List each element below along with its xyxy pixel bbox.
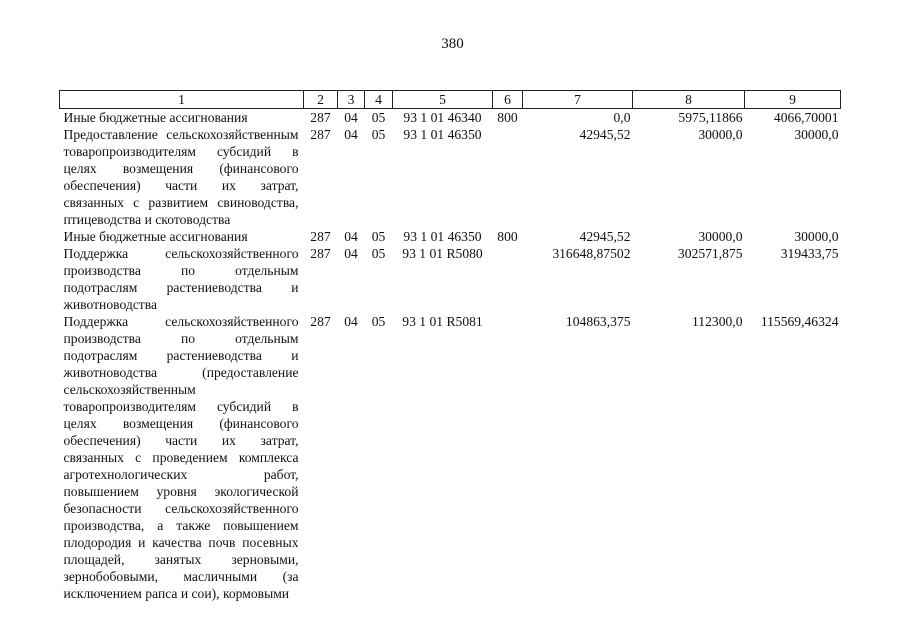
column-header-2: 2 (304, 91, 338, 109)
row-col4: 05 (371, 314, 386, 329)
column-header-1: 1 (60, 91, 304, 109)
table-row (60, 228, 841, 245)
row-col9: 30000,0 (794, 229, 839, 244)
row-col2: 287 (310, 246, 331, 261)
row-name: Иные бюджетные ассигнования (63, 229, 248, 244)
row-col4: 05 (371, 110, 386, 125)
row-col5: 93 1 01 R5081 (402, 314, 483, 329)
table-row (60, 245, 841, 313)
row-col3: 04 (344, 127, 358, 142)
row-col8: 302571,875 (677, 246, 743, 261)
row-col8: 30000,0 (698, 127, 743, 142)
budget-table (59, 90, 841, 602)
row-name: Поддержка сельскохозяйственного производства по отдельным подотраслям растениеводства и животноводства (63, 246, 299, 312)
row-col7: 316648,87502 (552, 246, 631, 261)
column-header-6: 6 (493, 91, 523, 109)
row-col3: 04 (344, 229, 358, 244)
row-name: Поддержка сельскохозяйственного производства по отдельным подотраслям растениеводства и животноводства (предоставление сельскохозяйственным товаропроизводителям субсидий в целях возмещения (финансового обеспечения) части их затрат, связанных с проведением комплекса агротехнологических работ, повышением уровня экологической безопасности сельскохозяйственного производства, а также повышением плодородия и качества почв посевных площадей, занятых зерновыми, зернобобовыми, масличными (за исключением рапса и сои), кормовыми (63, 314, 299, 601)
column-header-5: 5 (393, 91, 493, 109)
table-row (60, 126, 841, 228)
row-col3: 04 (344, 314, 358, 329)
page-number: 380 (441, 36, 464, 52)
row-col3: 04 (344, 110, 358, 125)
row-col4: 05 (371, 229, 386, 244)
row-col2: 287 (310, 110, 331, 125)
column-header-3: 3 (338, 91, 365, 109)
row-col2: 287 (310, 229, 331, 244)
row-col7: 0,0 (613, 110, 631, 125)
row-col6: 800 (497, 110, 518, 125)
row-col5: 93 1 01 R5080 (402, 246, 483, 261)
column-header-4: 4 (365, 91, 393, 109)
row-col5: 93 1 01 46350 (403, 127, 482, 142)
row-col5: 93 1 01 46340 (403, 110, 482, 125)
row-name: Иные бюджетные ассигнования (63, 110, 248, 125)
table-header-row (60, 91, 841, 109)
row-col4: 05 (371, 127, 386, 142)
row-col5: 93 1 01 46350 (403, 229, 482, 244)
row-col6 (493, 245, 523, 313)
row-col2: 287 (310, 127, 331, 142)
row-col2: 287 (310, 314, 331, 329)
column-header-8: 8 (633, 91, 745, 109)
row-col9: 30000,0 (794, 127, 839, 142)
column-header-9: 9 (745, 91, 841, 109)
table-row (60, 109, 841, 127)
row-col9: 4066,70001 (773, 110, 839, 125)
row-col3: 04 (344, 246, 358, 261)
row-col6: 800 (497, 229, 518, 244)
column-header-7: 7 (523, 91, 633, 109)
table-row (60, 313, 841, 602)
row-col8: 112300,0 (692, 314, 743, 329)
row-col4: 05 (371, 246, 386, 261)
row-col9: 319433,75 (780, 246, 839, 261)
row-col9: 115569,46324 (760, 314, 839, 329)
row-name: Предоставление сельскохозяйственным товаропроизводителям субсидий в целях возмещения (финансового обеспечения) части их затрат, связанных с развитием свиноводства, птицеводства и скотоводства (63, 127, 299, 227)
row-col6 (493, 126, 523, 228)
row-col7: 42945,52 (579, 229, 631, 244)
row-col7: 42945,52 (579, 127, 631, 142)
row-col8: 5975,11866 (678, 110, 743, 125)
row-col7: 104863,375 (565, 314, 631, 329)
row-col8: 30000,0 (698, 229, 743, 244)
row-col6 (493, 313, 523, 602)
